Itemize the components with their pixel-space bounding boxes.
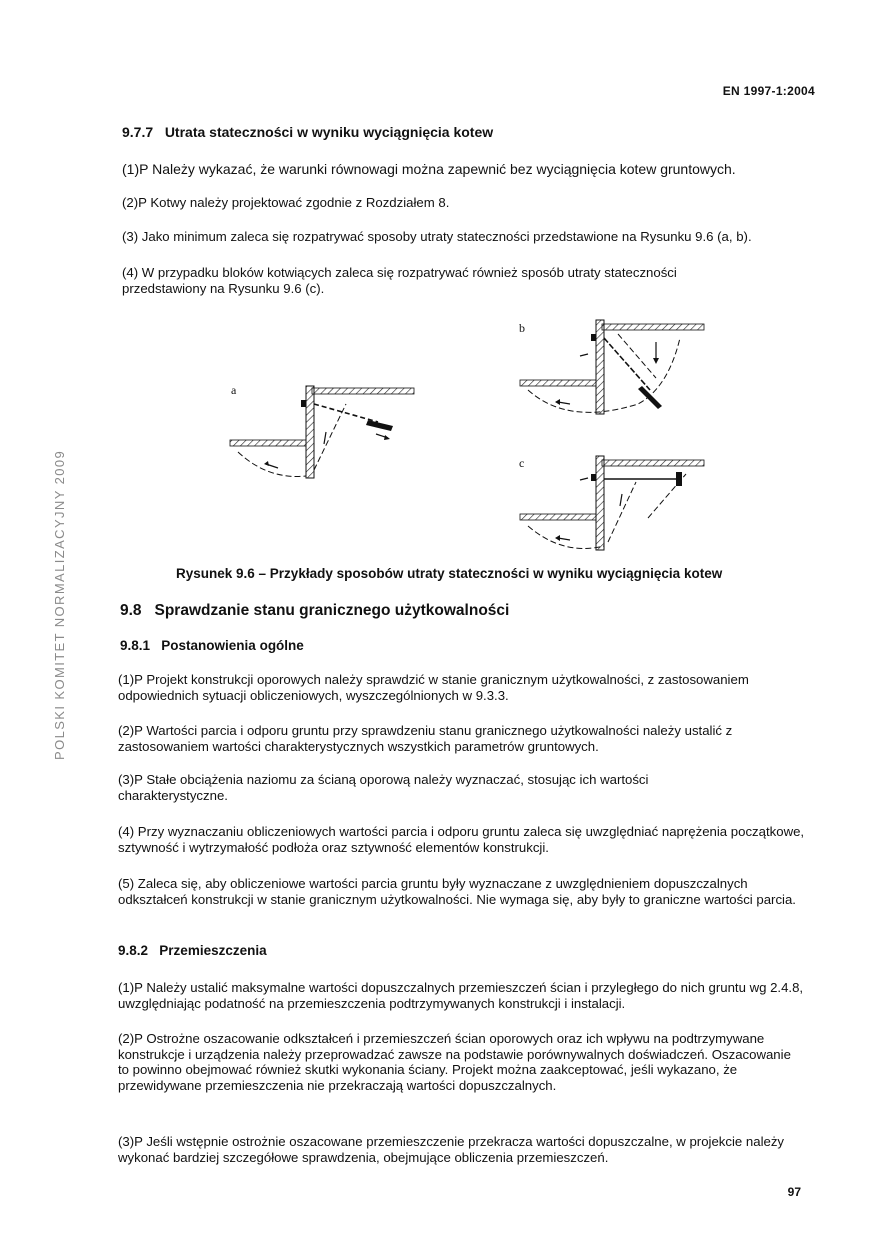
ground-surface-low (520, 380, 596, 386)
anchor-body (366, 420, 393, 431)
paragraph: (3) Jako minimum zaleca się rozpatrywać sposoby utraty stateczności przedstawione na Rysunku 9.6 (a, b). (122, 229, 752, 244)
ground-surface-high (602, 324, 704, 330)
figure-label-b: b (519, 321, 525, 335)
anchor-tendon (604, 338, 650, 390)
section-number: 9.7.7 (122, 124, 154, 140)
section-heading-9-8-1 (120, 638, 304, 653)
slip-line (618, 334, 656, 378)
diagram-c (518, 452, 708, 552)
movement-arrow (620, 494, 622, 506)
paragraph: (2)P Wartości parcia i odporu gruntu przy sprawdzeniu stanu granicznego użytkowalności należy ustalić z zastosowaniem wartości charakterystycznych wszystkich parametrów gruntowych. (118, 723, 733, 754)
section-number: 9.8.2 (118, 943, 149, 958)
section-number: 9.8 (120, 602, 142, 619)
ground-surface-low (520, 514, 596, 520)
retaining-wall (306, 386, 314, 478)
paragraph: (2)P Ostrożne oszacowanie odkształceń i przemieszczeń ścian oporowych oraz ich wpływu na podtrzymywane konstrukcje i urządzenia należy przeprowadzać zawsze na podstawie porównywalnych doświadczeń. Oszacowanie to powinno obejmować również skutki wykonania ściany. Projekt można zaakceptować, jeśli wykazano, że przewidywane przemieszczenia nie przekraczają wartości dopuszczalnych. (118, 1031, 791, 1093)
section-number: 9.8.1 (120, 638, 151, 653)
figure-label-a: a (231, 383, 237, 397)
ground-surface-low (230, 440, 306, 446)
paragraph: (5) Zaleca się, aby obliczeniowe wartości parcia gruntu były wyznaczane z uwzględnieniem dopuszczalnych odkształceń konstrukcji w stanie granicznym użytkowalności. Nie wymaga się, aby były to graniczne wartości parcia. (118, 876, 796, 907)
document-header: EN 1997-1:2004 (722, 84, 815, 98)
anchor-block (676, 472, 682, 486)
paragraph: (3)P Jeśli wstępnie ostrożnie oszacowane przemieszczenie przekracza wartości dopuszczalne, w projekcie należy wykonać bardziej szczegółowe sprawdzenia, obejmujące obliczenia przemieszczeń. (118, 1134, 785, 1165)
anchor-head (591, 334, 596, 341)
slip-line (648, 474, 686, 518)
ground-surface-high (602, 460, 704, 466)
failure-curve (528, 526, 604, 549)
section-heading-9-7-7 (122, 124, 493, 140)
paragraph: (1)P Projekt konstrukcji oporowych należy sprawdzić w stanie granicznym użytkowalności, z zastosowaniem odpowiednich sytuacji obliczeniowych, wyszczególnionych w 9.3.3. (118, 672, 749, 703)
section-title: Przemieszczenia (159, 943, 267, 958)
figure-caption: Rysunek 9.6 – Przykłady sposobów utraty stateczności w wyniku wyciągnięcia kotew (176, 566, 723, 581)
figure-label-c: c (519, 456, 525, 470)
page-number: 97 (787, 1185, 801, 1199)
diagram-b (518, 318, 708, 418)
section-heading-9-8-2 (118, 943, 267, 958)
slip-line (314, 404, 346, 470)
retaining-wall (596, 456, 604, 550)
movement-arrow (580, 354, 588, 356)
slip-line (608, 482, 636, 542)
paragraph: (4) W przypadku bloków kotwiących zaleca się rozpatrywać również sposób utraty stateczności przedstawiony na Rysunku 9.6 (c). (122, 265, 677, 296)
section-title: Utrata stateczności w wyniku wyciągnięcia kotew (164, 124, 494, 140)
paragraph: (1)P Należy ustalić maksymalne wartości dopuszczalnych przemieszczeń ścian i przyległego do nich gruntu wg 2.4.8, uwzględniając podatność na przemieszczenia podtrzymywanych konstrukcji i instalacji. (118, 980, 804, 1011)
anchor-head (301, 400, 306, 407)
ground-surface-high (312, 388, 414, 394)
section-title: Postanowienia ogólne (161, 638, 304, 653)
anchor-tendon (314, 404, 378, 422)
movement-arrow (324, 432, 326, 444)
paragraph: (4) Przy wyznaczaniu obliczeniowych wartości parcia i odporu gruntu zaleca się uwzględniać naprężenia początkowe, sztywność i wytrzymałość podłoża oraz sztywność elementów konstrukcji. (118, 824, 805, 855)
retaining-wall (596, 320, 604, 414)
section-title: Sprawdzanie stanu granicznego użytkowalności (154, 602, 510, 619)
paragraph: (2)P Kotwy należy projektować zgodnie z Rozdziałem 8. (122, 195, 450, 210)
paragraph: (3)P Stałe obciążenia naziomu za ścianą oporową należy wyznaczać, stosując ich wartości charakterystyczne. (118, 772, 649, 803)
movement-arrow (580, 478, 588, 480)
paragraph: (1)P Należy wykazać, że warunki równowagi można zapewnić bez wyciągnięcia kotew gruntowych. (122, 161, 736, 177)
section-heading-9-8 (120, 602, 509, 620)
diagram-a (228, 380, 418, 480)
watermark: POLSKI KOMITET NORMALIZACYJNY 2009 (52, 449, 67, 760)
failure-curve (238, 452, 306, 477)
anchor-head (591, 474, 596, 481)
